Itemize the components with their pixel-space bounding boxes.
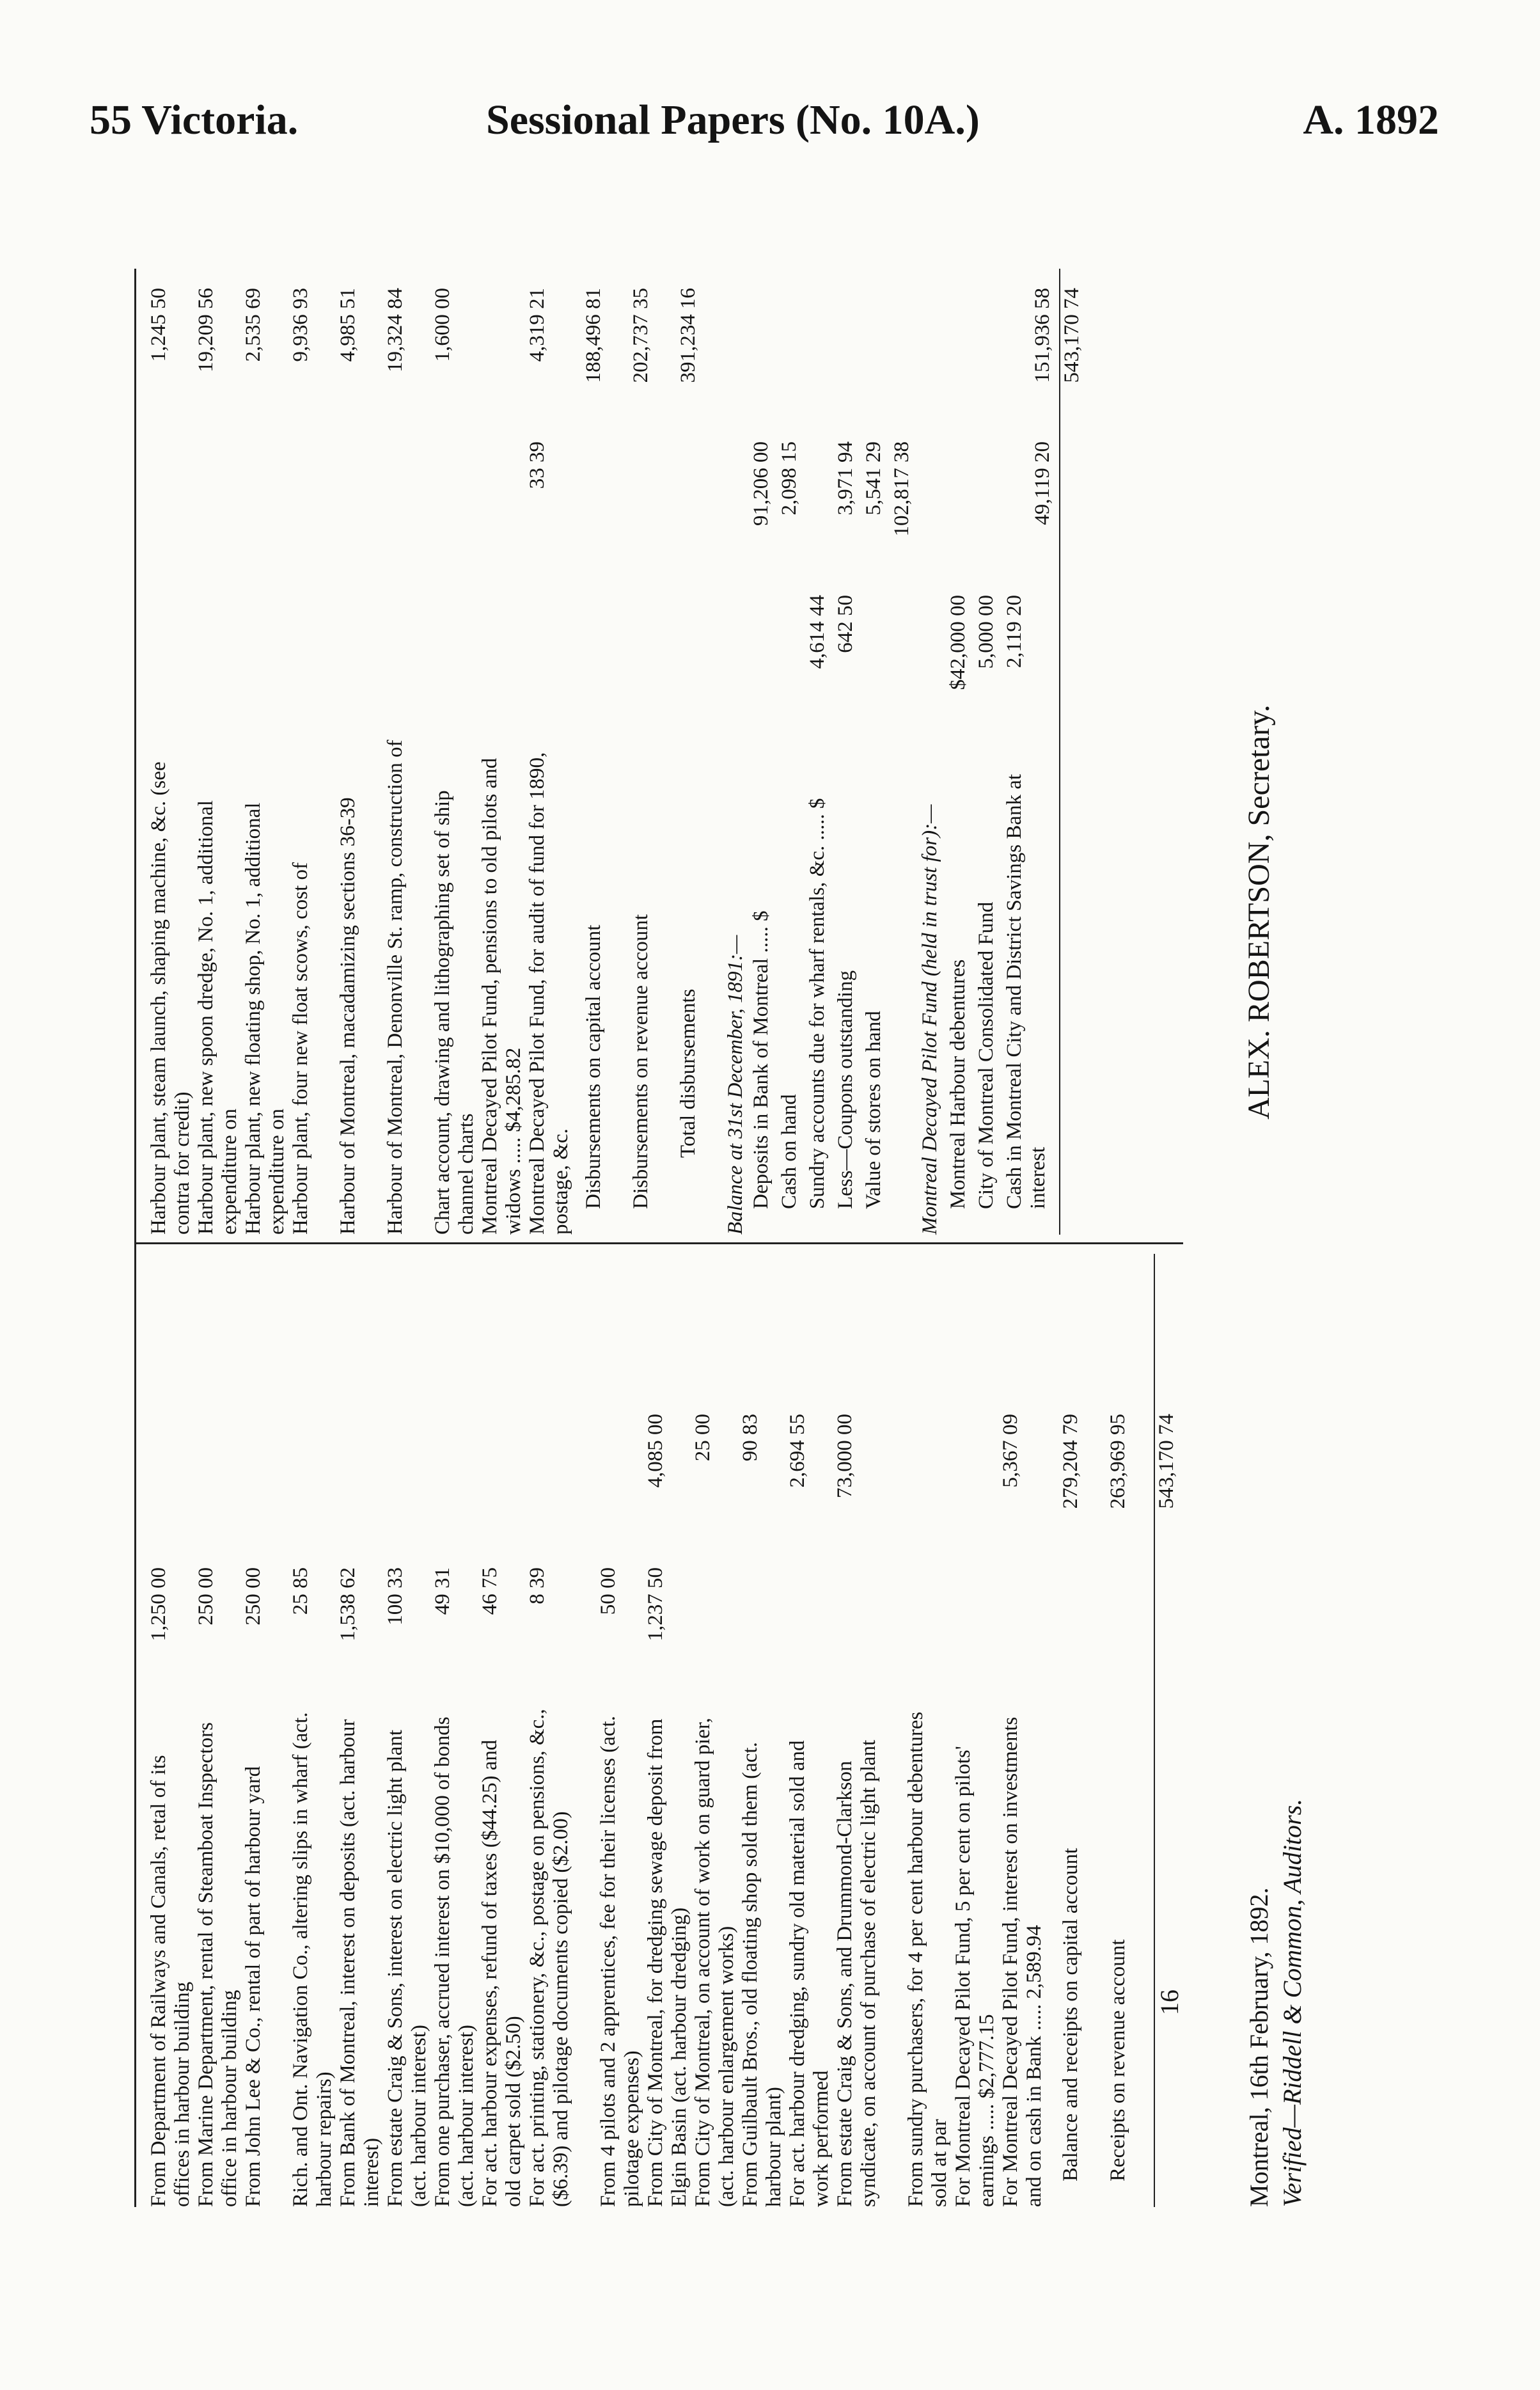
receipt-amount: 250 00: [242, 1567, 265, 1626]
disb-capital-row: [582, 269, 629, 1235]
secretary-signature: ALEX. ROBERTSON, Secretary.: [1242, 704, 1276, 1120]
balance-list: [750, 269, 890, 1235]
receipt-subtotal: 4,085 00: [644, 1414, 667, 1488]
header-title: Sessional Papers (No. 10A.): [486, 97, 980, 143]
receipt-amount: 46 75: [478, 1567, 501, 1615]
balance-item-desc: Cash on hand: [778, 1094, 801, 1209]
pilot-fund-total-row: [1031, 269, 1059, 1235]
receipt-desc: From one purchaser, accrued interest on $10,000 of bonds (act. harbour interest): [431, 1716, 478, 2207]
receipt-desc: For act. harbour expenses, refund of taxes ($44.25) and old carpet sold ($2.50): [478, 1739, 525, 2207]
balance-item-row: [750, 269, 778, 1235]
receipt-desc: From sundry purchasers, for 4 per cent harbour debentures sold at par: [904, 1711, 951, 2207]
receipt-desc: From estate Craig & Sons, interest on electric light plant (act. harbour interest): [384, 1729, 430, 2207]
receipt-subtotal: 25 00: [691, 1414, 714, 1462]
balance-title: Balance at 31st December, 1891:—: [724, 935, 747, 1235]
receipt-amount: 250 00: [194, 1567, 217, 1626]
disbursement-row: [289, 269, 336, 1235]
disbursement-row: [526, 269, 573, 1235]
receipts-list: [147, 1254, 1046, 2207]
column-divider: [134, 1242, 1183, 1244]
balance-item-amount: 2,098 15: [778, 441, 801, 516]
receipts-grand-total: 543,170 74: [1155, 1414, 1178, 1509]
pilot-fund-overall: 151,936 58: [1031, 288, 1054, 383]
receipt-row: [597, 1254, 644, 2207]
auditors-line: Verified—Riddell & Common, Auditors.: [1278, 1798, 1307, 2207]
receipts-capital-label: Balance and receipts on capital account: [1059, 1848, 1082, 2181]
balance-subtotal: 102,817 38: [890, 441, 913, 537]
disbursement-amount: 4,985 51: [336, 288, 359, 362]
receipt-row: [336, 1254, 384, 2207]
receipt-row: [833, 1254, 904, 2207]
balance-item-amount: 91,206 00: [750, 441, 773, 526]
balance-item-desc: Less—Coupons outstanding: [834, 970, 857, 1209]
disb-grand-total-row: [1059, 269, 1088, 1235]
receipt-desc: For act. harbour dredging, sundry old material sold and work performed: [786, 1740, 833, 2207]
header-year: A. 1892: [1303, 97, 1439, 143]
disbursement-amount: 2,535 69: [242, 288, 265, 362]
balance-item-part: 642 50: [834, 595, 857, 653]
receipt-amount: 49 31: [431, 1567, 454, 1615]
receipt-amount: 100 33: [384, 1567, 407, 1626]
receipt-desc: From City of Montreal, on account of work on guard pier, (act. harbour enlargement works): [691, 1718, 738, 2207]
receipt-row: [526, 1254, 597, 2207]
receipt-desc: From Guilbault Bros., old floating shop sold them (act. harbour plant): [739, 1742, 785, 2207]
receipt-row: [431, 1254, 478, 2207]
disbursement-amount: 4,319 21: [526, 288, 549, 362]
receipts-revenue-label: Receipts on revenue account: [1106, 1939, 1129, 2181]
balance-item-amount: 3,971 94: [834, 441, 857, 516]
receipt-row: [644, 1254, 691, 2207]
balance-item-amount: 5,541 29: [862, 441, 885, 516]
disbursement-row: [242, 269, 289, 1235]
disbursement-part: 33 39: [526, 441, 549, 489]
receipt-row: [289, 1254, 336, 2207]
top-rule: [134, 269, 136, 2207]
receipts-revenue-value: 263,969 95: [1106, 1414, 1129, 1509]
disb-capital-label: Disbursements on capital account: [582, 924, 605, 1209]
disbursements-column: [147, 269, 1088, 1235]
disbursement-row: [194, 269, 242, 1235]
receipts-capital-value: 279,204 79: [1059, 1414, 1082, 1509]
receipt-desc: From City of Montreal, for dredging sewage deposit from Elgin Basin (act. harbour dredging): [644, 1718, 691, 2207]
receipt-row: [786, 1254, 833, 2207]
pilot-item-desc: Cash in Montreal City and District Savings Bank at interest: [1003, 773, 1049, 1209]
balance-item-desc: Value of stores on hand: [862, 1011, 885, 1209]
receipt-desc: From John Lee & Co., rental of part of harbour yard: [242, 1766, 265, 2207]
disbursements-list: [147, 269, 573, 1235]
disbursement-desc: Harbour of Montreal, macadamizing sections 36-39: [336, 797, 359, 1235]
receipt-desc: For Montreal Decayed Pilot Fund, 5 per cent on pilots' earnings ..... $2,777.15: [952, 1746, 998, 2207]
disbursement-amount: 9,936 93: [289, 288, 312, 362]
receipts-revenue-row: [1106, 1254, 1154, 2207]
balance-item-part: 4,614 44: [806, 595, 829, 669]
disbursement-amount: 1,245 50: [147, 288, 170, 362]
pilot-fund-title-row: [918, 269, 947, 1235]
disbursement-desc: Montreal Decayed Pilot Fund, for audit of fund for 1890, postage, &c.: [526, 752, 572, 1235]
receipt-desc: From Department of Railways and Canals, retal of its offices in harbour building: [147, 1755, 194, 2207]
disbursement-amount: 19,324 84: [384, 288, 407, 372]
disbursement-row: [147, 269, 194, 1235]
balance-item-row: [778, 269, 806, 1235]
pilot-item-desc: Montreal Harbour debentures: [947, 959, 970, 1209]
disbursement-amount: 19,209 56: [194, 288, 217, 372]
receipt-row: [999, 1254, 1046, 2207]
receipt-row: [384, 1254, 431, 2207]
pilot-item-amount: $42,000 00: [947, 595, 970, 690]
receipt-subtotal: 5,367 09: [999, 1414, 1022, 1488]
disb-revenue-row: [629, 269, 677, 1235]
receipt-amount: 25 85: [289, 1567, 312, 1615]
receipts-capital-row: [1059, 1254, 1106, 2207]
disbursement-desc: Harbour of Montreal, Denonville St. ramp, construction of: [384, 740, 407, 1235]
disb-total-label: Total disbursements: [677, 988, 700, 1158]
disbursement-desc: Harbour plant, steam launch, shaping machine, &c. (see contra for credit): [147, 761, 194, 1235]
balance-item-row: [862, 269, 890, 1235]
pilot-item-amount: 5,000 00: [975, 595, 998, 669]
disbursement-desc: Harbour plant, four new float scows, cost of: [289, 862, 312, 1235]
balance-item-desc: Deposits in Bank of Montreal ..... $: [750, 910, 773, 1209]
disb-revenue-value: 202,737 35: [629, 288, 652, 383]
receipt-amount: 1,237 50: [644, 1567, 667, 1642]
balance-title-row: [724, 269, 750, 1235]
receipt-amount: 8 39: [526, 1567, 549, 1604]
disb-revenue-label: Disbursements on revenue account: [629, 914, 652, 1209]
balance-item-row: [806, 269, 834, 1235]
balance-subtotal-row: [890, 269, 918, 1235]
receipt-row: [147, 1254, 194, 2207]
receipt-subtotal: 90 83: [739, 1414, 762, 1462]
disbursement-row: [431, 269, 478, 1235]
receipt-desc: For act. printing, stationery, &c., postage on pensions, &c., ($6.39) and pilotage documents copied ($2.00): [526, 1709, 572, 2207]
disbursement-desc: Chart account, drawing and lithographing set of ship channel charts: [431, 790, 478, 1235]
receipt-row: [691, 1254, 739, 2207]
balance-item-row: [834, 269, 862, 1235]
page-number: 16: [1155, 1990, 1184, 2015]
pilot-fund-total: 49,119 20: [1031, 441, 1054, 525]
receipt-row: [904, 1254, 952, 2207]
disbursement-amount: 1,600 00: [431, 288, 454, 362]
receipt-row: [739, 1254, 786, 2207]
receipt-desc: Rich. and Ont. Navigation Co., altering slips in wharf (act. harbour repairs): [289, 1712, 336, 2207]
balance-item-desc: Sundry accounts due for wharf rentals, &c. ..... $: [806, 798, 829, 1209]
page-header: [90, 96, 1439, 154]
receipt-desc: From estate Craig & Sons, and Drummond-Clarkson syndicate, on account of purchase of electric light plant: [833, 1739, 880, 2207]
receipt-subtotal: 73,000 00: [833, 1414, 856, 1498]
receipt-row: [242, 1254, 289, 2207]
receipt-row: [478, 1254, 526, 2207]
disbursement-desc: Harbour plant, new floating shop, No. 1, additional expenditure on: [242, 802, 288, 1235]
receipt-desc: From 4 pilots and 2 apprentices, fee for their licenses (act. pilotage expenses): [597, 1716, 643, 2207]
disbursement-row: [336, 269, 384, 1235]
receipts-column: [147, 1254, 1202, 2207]
receipt-amount: 1,250 00: [147, 1567, 170, 1642]
pilot-item-amount: 2,119 20: [1003, 595, 1026, 669]
disbursement-row: [478, 269, 526, 1235]
pilot-item-row: [975, 269, 1003, 1235]
header-session: 55 Victoria.: [90, 97, 299, 143]
receipts-total-row: [1154, 1254, 1202, 2207]
disb-capital-value: 188,496 81: [582, 288, 605, 383]
receipt-subtotal: 2,694 55: [786, 1414, 809, 1488]
disbursement-desc: Harbour plant, new spoon dredge, No. 1, additional expenditure on: [194, 800, 241, 1235]
receipt-amount: 50 00: [597, 1567, 620, 1615]
disb-total-value: 391,234 16: [677, 288, 700, 383]
disb-grand-total: 543,170 74: [1060, 288, 1083, 383]
receipt-amount: 1,538 62: [336, 1567, 359, 1642]
disbursement-row: [384, 269, 431, 1235]
pilot-item-desc: City of Montreal Consolidated Fund: [975, 901, 998, 1209]
receipt-desc: For Montreal Decayed Pilot Fund, interest on investments and on cash in Bank ..... 2,589.94: [999, 1716, 1046, 2207]
receipt-desc: From Bank of Montreal, interest on deposits (act. harbour interest): [336, 1719, 383, 2207]
place-date: Montreal, 16th February, 1892.: [1245, 1887, 1273, 2207]
receipt-row: [952, 1254, 999, 2207]
rotated-statement: [134, 269, 1307, 2207]
pilot-item-row: [947, 269, 975, 1235]
disbursement-desc: Montreal Decayed Pilot Fund, pensions to old pilots and widows ..... $4,285.82: [478, 757, 525, 1235]
disb-total-row: [677, 269, 724, 1235]
pilot-fund-title: Montreal Decayed Pilot Fund (held in trust for):—: [918, 804, 941, 1235]
receipt-row: [194, 1254, 242, 2207]
receipt-desc: From Marine Department, rental of Steamboat Inspectors office in harbour building: [194, 1722, 241, 2207]
